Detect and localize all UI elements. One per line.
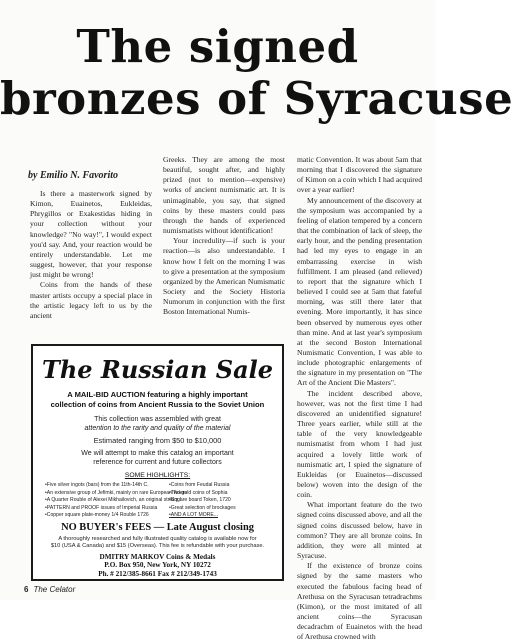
list-item: • A Quarter Rouble of Alexei Mikhailovich, an original striking! — [45, 497, 187, 505]
list-item: • AND A LOT MORE... — [169, 512, 236, 520]
paragraph: If the existence of bronze coins signed by the same masters who executed the fabulous facing head of Arethusa on the Syracusan tetradrachms (Kimon), or the most imitated of all ancient coins—the Syracusan decadrachm of Euainetos with the head of Arethusa crowned with — [297, 561, 422, 642]
ad-title: The Russian Sale — [41, 355, 274, 384]
ad-estimates: Estimated ranging from $50 to $10,000 — [93, 436, 222, 445]
ad-subtitle-line-1: A MAIL-BID AUCTION featuring a highly important — [67, 390, 248, 399]
list-item: • Great selection of brockages — [169, 505, 236, 513]
ad-subtitle-line-2: collection of coins from Ancient Russia to the Soviet Union — [50, 400, 265, 409]
paragraph: Greeks. They are among the most beautiful, sought after, and highly prized (not to mention—expensive) works of ancient numismatic art. It is unimaginable, you say, that signed coins by these masters could pass through the hands of experienced numismatists without identification! — [163, 155, 285, 236]
paragraph: The incident described above, however, was not the first time I had discovered an unidentified signature! Three years earlier, while still at the table of the very knowledgeable numismatist from whom I had just acquired a lovely little work of numismatic art, I spied the signature of Eukleidas (or Euainetos—discussed below) woven into the design of the coin. — [297, 388, 422, 500]
list-item: • Copper square plate-money 1/4 Rouble 1726 — [45, 512, 187, 520]
ad-catalog-offer-line-1: A thoroughly researched and fully illustrated quality catalog is available now for — [58, 536, 257, 542]
ad-subtitle — [33, 390, 282, 410]
paragraph: What important feature do the two signed coins discussed above, and all the signed coins discussed below, have in common? They are all bronze coins. In addition, they were all minted at Syracuse. — [297, 500, 422, 561]
byline: by Emilio N. Favorito — [28, 170, 118, 181]
paragraph: My announcement of the discovery at the symposium was accompanied by a feeling of elation tempered by a concern that the combination of lack of sleep, the early hour, and the pending presentation had led my eyes to engage in an embarrassing exercise in wish fulfillment. I am pleased (and relieved) to report that the signature which I believed I could see at 5am that fateful morning, was still there later that evening. More importantly, it has since been observed by numerous eyes other than mine. And at last year's symposium at the second Boston International Numismatic Convention, I was able to include photographic enlargements of the signature in my presentation on "The Art of the Ancient Die Masters". — [297, 195, 422, 388]
article-column-2 — [163, 155, 285, 340]
paragraph: Coins from the hands of these master artists occupy a special place in the artistic legacy left to us by the ancient — [30, 280, 152, 320]
ad-catalog-line-2: reference for current and future collectors — [93, 459, 222, 467]
ad-highlights-heading: SOME HIGHLIGHTS: — [124, 472, 191, 479]
publication-name: The Celator — [33, 585, 76, 594]
list-item: • Coins from Feudal Russia — [169, 482, 236, 490]
ad-dealer-phone: Ph. # 212/385-8661 Fax # 212/349-1743 — [98, 569, 217, 578]
ad-dealer-address: P.O. Box 950, New York, NY 10272 — [104, 561, 211, 570]
paragraph: matic Convention. It was about 5am that morning that I discovered the signature of Kimon on a coin which I had acquired over a year earlier! — [297, 155, 422, 195]
list-item: • Square board Token, 1720 — [169, 497, 236, 505]
paragraph: Is there a masterwork signed by Kimon, Euainetos, Eukleidas, Phrygillos or Exakestidas hiding in your collection without your knowledge? "No way!", I would expect you'd say. And, your reaction would be entirely understandable. Let me suggest, however, that your response just might be wrong! — [30, 189, 152, 280]
ad-contact-block — [33, 553, 282, 578]
ad-catalog-line-1: We will attempt to make this catalog an important — [81, 450, 234, 457]
ad-catalog-text — [33, 449, 282, 468]
ad-dealer-name: DMITRY MARKOV Coins & Medals — [99, 553, 216, 561]
list-item: • Five silver ingots (bars) from the 11th-14th C. — [45, 482, 187, 490]
ad-assembled-line-1: This collection was assembled with great — [94, 416, 221, 423]
ad-assembled-text — [33, 415, 282, 434]
ad-fees-line: NO BUYER's FEES — Late August closing — [61, 522, 254, 533]
russian-sale-advertisement — [31, 344, 284, 581]
ad-highlights-right — [169, 482, 236, 520]
ad-highlights-left — [45, 482, 187, 520]
article-title-line-2: bronzes of Syracuse — [0, 72, 513, 125]
article-title-line-1: The signed — [76, 20, 359, 73]
page-footer — [24, 585, 75, 594]
ad-catalog-offer — [33, 536, 282, 550]
list-item: • An extensive group of Jefimki, mainly on rare European Talers — [45, 490, 187, 498]
article-column-3 — [297, 155, 422, 642]
list-item: • PATTERN and PROOF issues of Imperial Russia — [45, 505, 187, 513]
page-number: 6 — [24, 585, 29, 594]
list-item: • Two gold coins of Sophia — [169, 490, 236, 498]
paragraph: Your incredulity—if such is your reaction—is also understandable. I know how I felt on the morning I was to give a presentation at the symposium organized by the American Numismatic Society and the Society Historia Numorum in conjunction with the first Boston International Numis- — [163, 236, 285, 317]
ad-catalog-offer-line-2: $10 (USA & Canada) and $15 (Overseas). This fee is refundable with your purchase. — [50, 543, 265, 550]
article-column-1 — [30, 189, 152, 351]
ad-assembled-line-2: attention to the rarity and quality of the material — [84, 425, 231, 433]
